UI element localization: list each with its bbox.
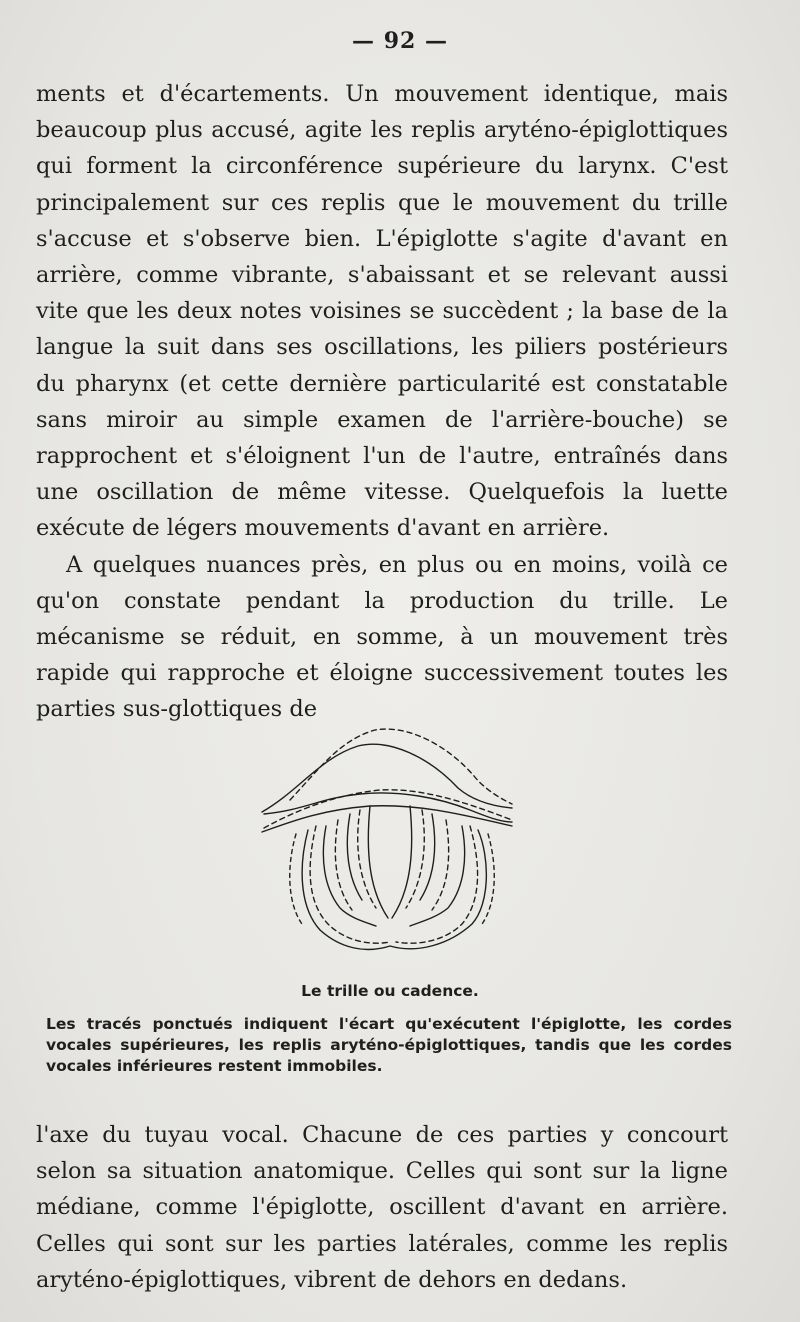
epiglottis-dashed-lower [264, 790, 512, 828]
ventricular-fold-right [410, 826, 465, 926]
paragraph: A quelques nuances près, en plus ou en moins, voilà ce qu'on constate pendant la production du trille. Le mécanisme se réduit, en somme, à un mouvement très rapide qui rapproche et éloigne successivement toutes les parties sus-glottiques de [36, 551, 728, 723]
figure-title: Le trille ou cadence. [301, 982, 479, 1000]
body-text-bottom [36, 1117, 728, 1298]
paragraph: l'axe du tuyau vocal. Chacune de ces parties y concourt selon sa situation anatomique. Celles qui sont sur la ligne médiane, comme l'épiglotte, oscillent d'avant en arrière. Celles qui sont sur les parties latérales, comme les replis aryténo-épiglottiques, vibrent de dehors en dedans. [36, 1122, 728, 1293]
larynx-trill-illustration [250, 718, 530, 968]
inner-fold-left [347, 814, 362, 900]
aryepiglottic-dashed-right [396, 826, 478, 943]
page-number: — 92 — [352, 28, 448, 54]
body-text-top [36, 76, 728, 728]
inner-fold-right [420, 814, 435, 900]
vocal-cord-right [392, 806, 412, 918]
epiglottis-dashed-upper [290, 729, 512, 804]
vocal-dashed-left [358, 810, 376, 908]
aryepiglottic-dashed-left [310, 826, 390, 943]
epiglottis-lower-edge [262, 806, 512, 832]
epiglottis-outline [262, 744, 512, 812]
figure-caption: Les tracés ponctués indiquent l'écart qu'exécutent l'épiglotte, les cordes vocales supérieures, les replis aryténo-épiglottiques, tandis que les cordes vocales inférieures restent immobiles. [46, 1015, 732, 1075]
paragraph: ments et d'écartements. Un mouvement identique, mais beaucoup plus accusé, agite les replis aryténo-épiglottiques qui forment la circonférence supérieure du larynx. C'est principalement sur ces replis que le mouvement du trille s'accuse et s'observe bien. L'épiglotte s'agite d'avant en arrière, comme vibrante, s'abaissant et se relevant aussi vite que les deux notes voisines se succèdent ; la base de la langue la suit dans ses oscillations, les piliers postérieurs du pharynx (et cette dernière particularité est constatable sans miroir au simple examen de l'arrière-bouche) se rapprochent et s'éloignent l'un de l'autre, entraînés dans une oscillation de même vitesse. Quelquefois la luette exécute de légers mouvements d'avant en arrière. [36, 81, 728, 542]
vocal-dashed-right [406, 810, 424, 908]
outer-dashed-left [290, 834, 302, 924]
